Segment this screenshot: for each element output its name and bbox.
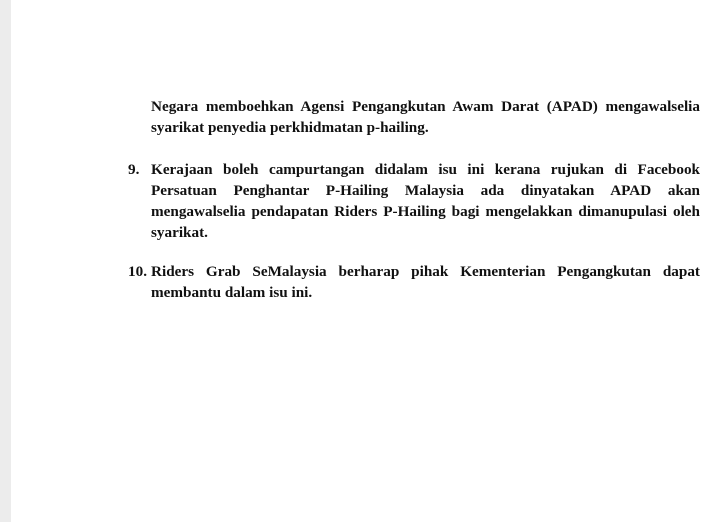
list-item — [128, 261, 700, 303]
continuation-paragraph: Negara memboehkan Agensi Pengangkutan Awam Darat (APAD) mengawalselia syarikat penyedia perkhidmatan p-hailing. — [151, 98, 700, 136]
item-text: Kerajaan boleh campurtangan didalam isu ini kerana rujukan di Facebook Persatuan Penghantar P-Hailing Malaysia ada dinyatakan APAD akan mengawalselia pendapatan Riders P-Hailing bagi mengelakkan dimanupulasi oleh syarikat. — [151, 161, 700, 241]
item-text: Riders Grab SeMalaysia berharap pihak Kementerian Pengangkutan dapat membantu dalam isu ini. — [151, 263, 700, 301]
item-number: 9. — [128, 161, 140, 178]
item-number: 10. — [128, 263, 147, 280]
list-item — [128, 159, 700, 243]
